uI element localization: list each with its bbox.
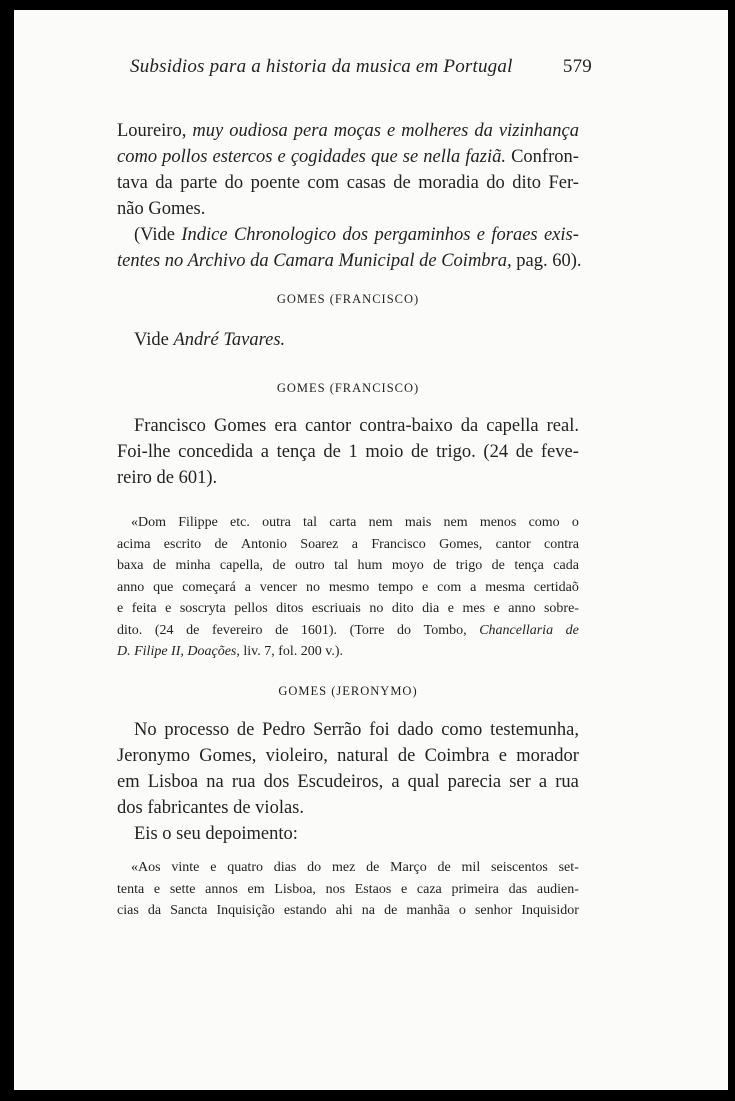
- text-line: Francisco Gomes era cantor contra-baixo da capella real.: [134, 416, 579, 436]
- text-line: [117, 196, 579, 222]
- page-number: 579: [562, 56, 592, 77]
- intro-lines: [117, 118, 579, 222]
- cross-reference: [117, 327, 596, 353]
- text-line: «Dom Filippe etc. outra tal carta nem mais nem menos como o: [131, 515, 579, 530]
- text-line: No processo de Pedro Serrão foi dado como testemunha,: [134, 720, 579, 740]
- section-heading-gomes-jeronymo: GOMES (JERONYMO): [278, 684, 418, 698]
- intro-paragraph: [117, 118, 582, 274]
- text-line: dito. (24 de fevereiro de 1601). (Torre do Tombo, Chancellaria de: [117, 622, 579, 638]
- quote-line: «Aos vinte e quatro dias do mez de Março de mil seiscentos set-: [131, 860, 579, 875]
- text-line: tava da parte do poente com casas de moradia do dito Fer-: [117, 173, 579, 193]
- cross-reference-target: André Tavares.: [173, 330, 286, 350]
- jeronymo-deposition-quote: [117, 857, 579, 922]
- running-header: [130, 56, 592, 78]
- text-line: em Lisboa na rua dos Escudeiros, a qual parecia ser a rua: [117, 772, 579, 792]
- text-run: não Gomes.: [117, 199, 206, 219]
- text-line: (Vide Indice Chronologico dos pergaminhos e foraes exis-: [134, 225, 579, 245]
- text-line: como pollos estercos e çogidades que se nella faziã. Confron-: [117, 147, 579, 167]
- quote-line: cias da Sancta Inquisição estando ahi na de manhãa o senhor Inquisidor: [117, 903, 579, 918]
- text-line: [117, 641, 579, 663]
- text-line: reiro de 601).: [117, 468, 218, 488]
- text-line: Jeronymo Gomes, violeiro, natural de Coimbra e morador: [117, 746, 579, 766]
- francisco-paragraph: [117, 413, 579, 491]
- section-heading-gomes-francisco-1: GOMES (FRANCISCO): [276, 292, 420, 306]
- text-line: acima escrito de Antonio Soarez a Francisco Gomes, cantor contra: [117, 536, 579, 552]
- text-line: e feita e soscryta pellos ditos escriuais no dito dia e mes e anno sobre-: [117, 601, 579, 616]
- text-run: pag. 60).: [511, 251, 582, 271]
- text-line: dos fabricantes de violas.: [117, 798, 304, 818]
- text-line: anno que começará a vencer no mesmo tempo e com a mesma certidaõ: [117, 579, 579, 595]
- text-line: Foi-lhe concedida a tença de 1 moio de trigo. (24 de feve-: [117, 442, 579, 462]
- francisco-document-quote: [117, 512, 579, 663]
- text-line: Loureiro, muy oudiosa pera moças e molheres da vizinhança: [117, 121, 579, 141]
- cross-reference-prefix: Vide: [134, 330, 174, 350]
- text-line: baxa de minha capella, de outro tal hum moyo de trigo de tença cada: [117, 558, 579, 573]
- italic-text: D. Filipe II, Doações,: [117, 644, 240, 659]
- italic-text: tentes no Archivo da Camara Municipal de Coimbra,: [117, 251, 512, 271]
- jeronymo-paragraph: [117, 717, 579, 847]
- running-title: Subsidios para a historia da musica em Portugal: [130, 56, 513, 77]
- text-line: [117, 248, 582, 274]
- deposition-intro: Eis o seu depoimento:: [134, 824, 298, 844]
- quote-line: tenta e sette annos em Lisboa, nos Estaos e caza primeira das audien-: [117, 881, 579, 897]
- reference-note: [117, 222, 582, 274]
- text-run: liv. 7, fol. 200 v.).: [239, 644, 344, 659]
- section-heading-gomes-francisco-2: GOMES (FRANCISCO): [276, 381, 420, 395]
